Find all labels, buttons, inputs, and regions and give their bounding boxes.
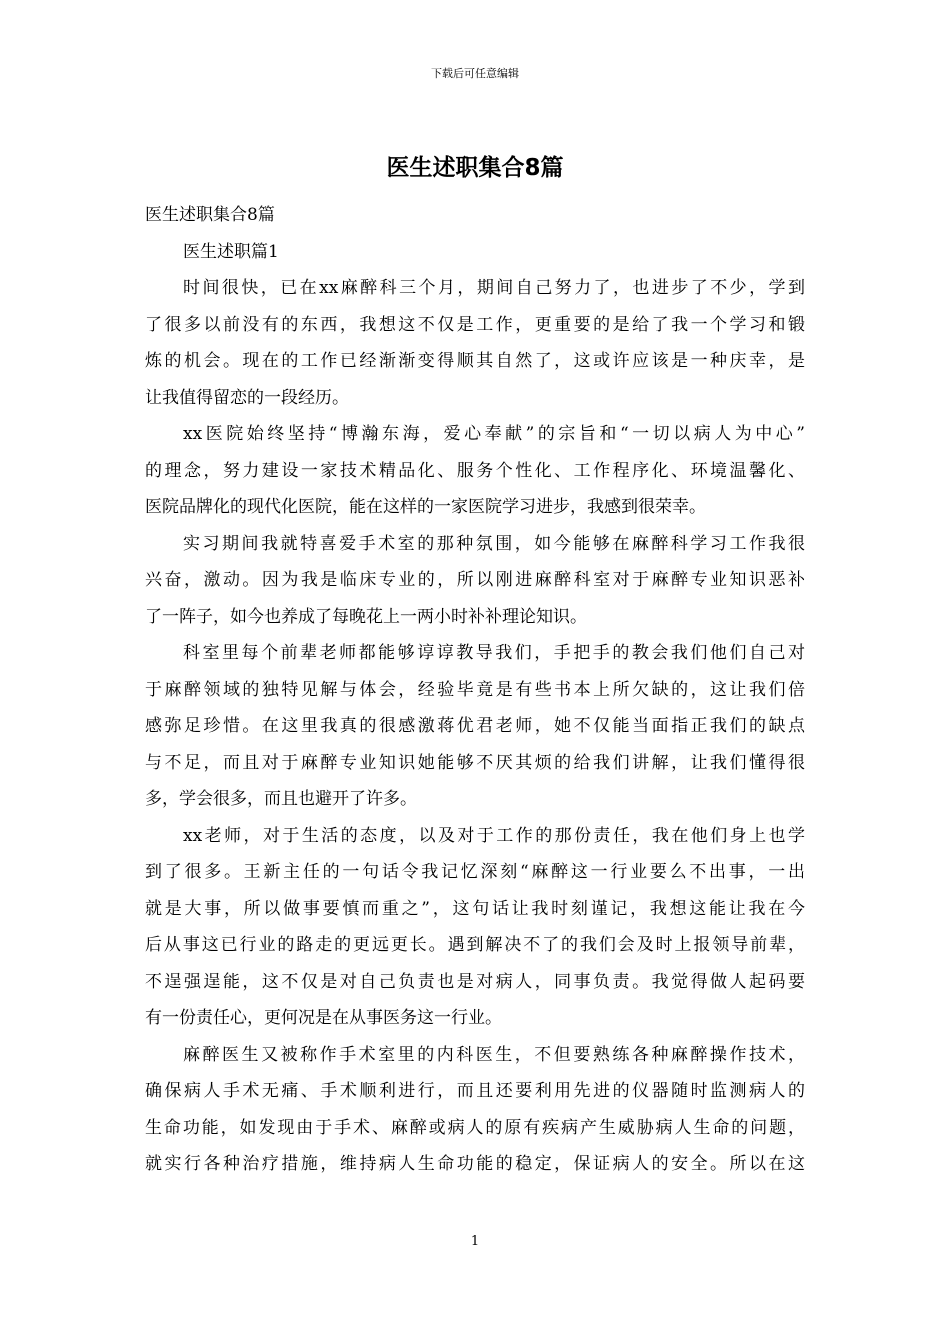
text-line: 确保病人手术无痛、手术顺利进行，而且还要利用先进的仪器随时监测病人的 <box>145 1081 805 1101</box>
document-title: 医生述职集合8篇 <box>386 155 564 181</box>
text-line: 医生述职集合8篇 <box>145 205 275 225</box>
text-line: xx医院始终坚持“博瀚东海，爱心奉献”的宗旨和“一切以病人为中心” <box>183 424 805 444</box>
text-line: 就实行各种治疗措施，维持病人生命功能的稳定，保证病人的安全。所以在这 <box>145 1154 805 1174</box>
text-line: 时间很快，已在xx麻醉科三个月，期间自己努力了，也进步了不少，学到 <box>183 278 805 298</box>
text-line: 让我值得留恋的一段经历。 <box>145 387 349 408</box>
text-line: 就是大事，所以做事要慎而重之”，这句话让我时刻谨记，我想这能让我在今 <box>145 898 805 919</box>
text-line: 后从事这已行业的路走的更远更长。遇到解决不了的我们会及时上报领导前辈， <box>145 935 805 955</box>
text-line: 医院品牌化的现代化医院，能在这样的一家医院学习进步，我感到很荣幸。 <box>145 497 706 517</box>
text-line: 了很多以前没有的东西，我想这不仅是工作，更重要的是给了我一个学习和锻 <box>145 314 805 335</box>
text-line: 与不足，而且对于麻醉专业知识她能够不厌其烦的给我们讲解，让我们懂得很 <box>145 752 805 773</box>
text-line: 有一份责任心，更何况是在从事医务这一行业。 <box>145 1008 502 1028</box>
text-line: 医生述职篇1 <box>183 241 279 262</box>
header-note: 下载后可任意编辑 <box>431 67 519 80</box>
text-line: 不逞强逞能，这不仅是对自己负责也是对病人，同事负责。我觉得做人起码要 <box>145 971 805 992</box>
text-line: 的理念，努力建设一家技术精品化、服务个性化、工作程序化、环境温馨化、 <box>145 460 805 481</box>
text-line: 兴奋，激动。因为我是临床专业的，所以刚进麻醉科室对于麻醉专业知识恶补 <box>145 570 805 590</box>
text-line: 科室里每个前辈老师都能够谆谆教导我们，手把手的教会我们他们自己对 <box>183 643 805 663</box>
text-line: 多，学会很多，而且也避开了许多。 <box>145 789 417 809</box>
text-line: 麻醉医生又被称作手术室里的内科医生，不但要熟练各种麻醉操作技术， <box>183 1044 805 1065</box>
body-text <box>145 197 805 1183</box>
text-line: 炼的机会。现在的工作已经渐渐变得顺其自然了，这或许应该是一种庆幸，是 <box>145 351 805 371</box>
text-line: 实习期间我就特喜爱手术室的那种氛围，如今能够在麻醉科学习工作我很 <box>183 533 805 554</box>
text-line: 了一阵子，如今也养成了每晚花上一两小时补补理论知识。 <box>145 606 587 627</box>
text-line: 到了很多。王新主任的一句话令我记忆深刻“麻醉这一行业要么不出事，一出 <box>145 862 805 882</box>
page-number: 1 <box>470 1234 480 1249</box>
text-line: 于麻醉领域的独特见解与体会，经验毕竟是有些书本上所欠缺的，这让我们倍 <box>145 679 805 700</box>
text-line: xx老师，对于生活的态度，以及对于工作的那份责任，我在他们身上也学 <box>183 825 805 846</box>
text-line: 感弥足珍惜。在这里我真的很感激蒋优君老师，她不仅能当面指正我们的缺点 <box>145 716 805 736</box>
text-line: 生命功能，如发现由于手术、麻醉或病人的原有疾病产生威胁病人生命的问题， <box>145 1117 805 1138</box>
